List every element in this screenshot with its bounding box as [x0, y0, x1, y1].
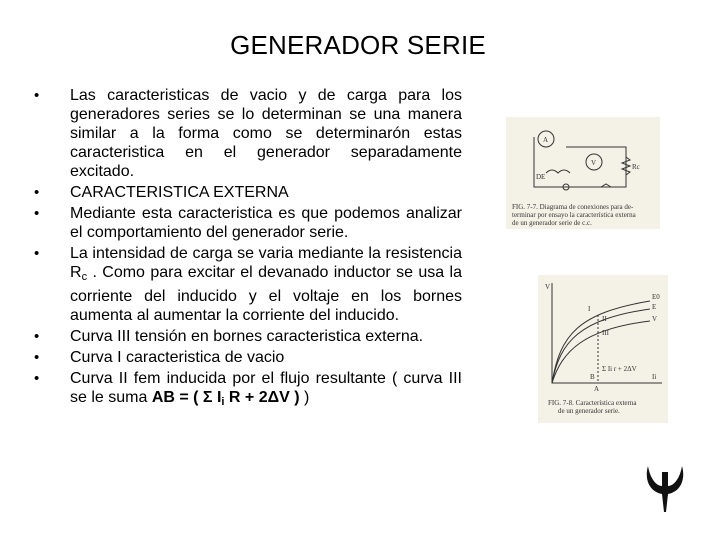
bullet-text: CARACTERISTICA EXTERNA — [70, 184, 289, 201]
bullet-icon: • — [34, 370, 40, 387]
circuit-diagram-figure — [506, 117, 660, 229]
bullet-list — [34, 86, 462, 414]
figure1-caption-line2: terminar por ensayo la característica externa — [512, 211, 636, 219]
v-label: V — [652, 315, 658, 323]
figure1-caption-line1: FIG. 7-7. Diagrama de conexiones para de- — [512, 203, 634, 211]
curve-i-label: I — [588, 305, 591, 313]
bullet-item — [34, 348, 462, 367]
bullet-text-part: . Como para excitar el devanado inductor se usa la corriente del inducido y el voltaje en los bornes aumenta al aumentar la corriente del inducido. — [70, 264, 462, 324]
bullet-icon: • — [34, 349, 40, 366]
bullet-icon: • — [34, 245, 40, 262]
bullet-item — [34, 244, 462, 325]
bullet-icon: • — [34, 328, 40, 345]
figure2-caption-line2: de un generador serie. — [558, 407, 620, 415]
bullet-text: Mediante esta caracteristica es que podemos analizar el comportamiento del generador serie. — [70, 205, 462, 241]
bullet-item — [34, 327, 462, 346]
curve-ii-label: II — [602, 315, 607, 323]
formula-part: AB = ( Σ I — [151, 389, 222, 406]
bullet-icon: • — [34, 87, 40, 104]
e-label: E — [652, 303, 657, 311]
source-label: DE — [536, 173, 546, 181]
bullet-text: Curva I caracteristica de vacio — [70, 349, 285, 366]
bullet-text-part: ) — [299, 389, 310, 406]
bullet-item — [34, 369, 462, 412]
stylized-y-logo-icon — [642, 462, 688, 516]
bullet-item — [34, 86, 462, 181]
bullet-text-part: La intensidad de carga se varia mediante la resistencia R — [70, 245, 462, 281]
y-axis-label: V — [545, 283, 551, 291]
figure2-caption-line1: FIG. 7-8. Característica externa — [548, 399, 637, 407]
characteristic-plot — [538, 275, 668, 423]
external-characteristic-figure — [538, 275, 668, 423]
circuit-diagram — [506, 117, 660, 229]
bullet-text: Curva III tensión en bornes caracteristica externa. — [70, 328, 424, 345]
bullet-item — [34, 204, 462, 242]
bullet-item — [34, 183, 462, 202]
bullet-icon: • — [34, 184, 40, 201]
bullet-text-part: Curva II fem inducida por el flujo resultante ( curva III se le suma — [70, 370, 462, 406]
point-b-label: B — [590, 373, 595, 381]
curve-iii-label: III — [602, 329, 609, 337]
page-title: GENERADOR SERIE — [230, 30, 486, 60]
e0-label: E0 — [652, 293, 660, 301]
voltmeter-label: V — [591, 159, 597, 167]
formula-label: Σ Ii r + 2ΔV — [602, 365, 637, 373]
point-a-label: A — [594, 385, 600, 393]
bullet-text: Las caracteristicas de vacio y de carga para los generadores series se lo determinan se una manera similar a la forma como se determinarón estas caracteristica en el generador separadamente excitado. — [70, 87, 462, 180]
bullet-icon: • — [34, 205, 40, 222]
subscript: i — [221, 396, 225, 408]
formula — [152, 389, 300, 406]
load-label: Rc — [632, 163, 640, 171]
x-axis-label: Ii — [652, 373, 657, 381]
ammeter-label: A — [543, 136, 549, 144]
figure1-caption-line3: de un generador serie de c.c. — [512, 219, 592, 227]
formula-part: R + 2ΔV ) — [224, 389, 300, 406]
subscript: c — [81, 271, 88, 283]
